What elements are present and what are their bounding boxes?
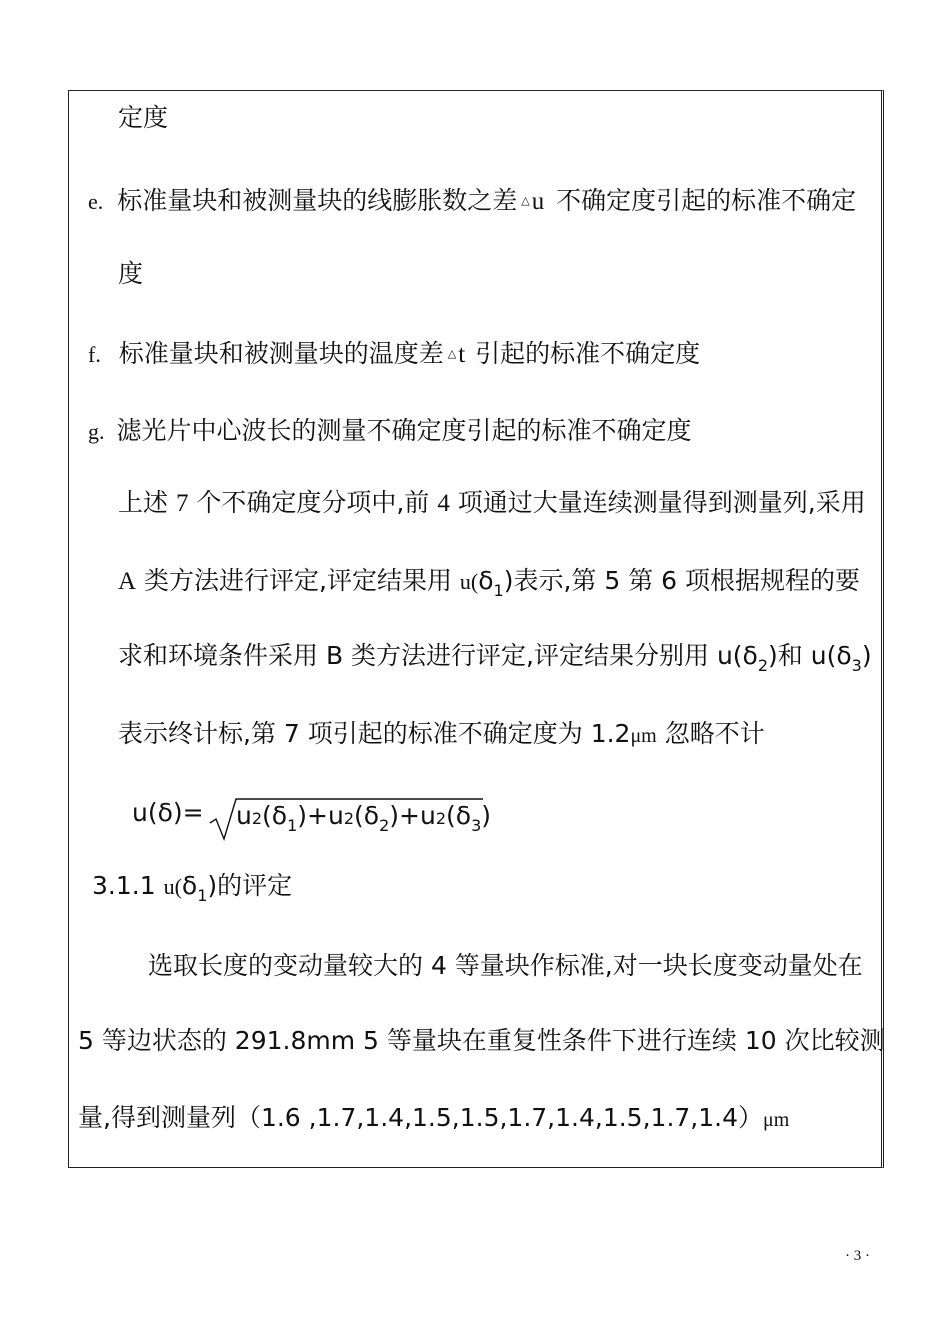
formula-term: u: [236, 801, 252, 830]
item-g-marker: g.: [88, 419, 105, 444]
para1-number: 7: [175, 490, 189, 517]
para1-subscript: 3: [851, 656, 862, 675]
para1-text: 忽略不计: [664, 719, 765, 748]
para1-text: 个不确定度分项中,前: [196, 488, 430, 517]
delta-triangle-icon: △: [447, 347, 457, 360]
para1-text: )和 u(δ: [768, 641, 852, 670]
formula-lhs-text: u(δ)=: [132, 798, 204, 827]
formula-term: ): [481, 801, 492, 830]
item-f-text-2: 引起的标准不确定度: [475, 339, 701, 368]
para2-line2: [78, 1025, 885, 1057]
formula-subscript: 1: [287, 816, 298, 835]
para1-text: ): [861, 641, 872, 670]
item-e-continuation: [118, 258, 143, 290]
para1-delta: δ: [478, 566, 494, 595]
item-e-var: u: [531, 188, 545, 215]
para2-text: 5 等边状态的 291.8mm 5 等量块在重复性条件下进行连续 10 次比较测: [78, 1026, 885, 1055]
para2-text: 选取长度的变动量较大的 4 等量块作标准,对一块长度变动量处在: [148, 951, 863, 980]
formula-lhs: [132, 797, 204, 829]
formula-term: (δ: [262, 801, 288, 830]
para1-line2: [118, 565, 860, 598]
para1-text: 项通过大量连续测量得到测量列,采用: [457, 488, 866, 517]
section-delta: δ: [181, 871, 198, 900]
formula-radicand: [236, 800, 491, 835]
section-u: u(: [163, 874, 182, 899]
formula-subscript: 2: [379, 816, 390, 835]
formula-term: )+u: [389, 801, 436, 830]
para1-text: 上述: [118, 488, 169, 517]
para1-u: u(: [459, 569, 479, 594]
item-e-cont-text: 度: [118, 259, 144, 288]
formula-square: 2: [435, 809, 447, 828]
item-f-text: 标准量块和被测量块的温度差: [118, 339, 444, 368]
section-number: 3.1.1: [92, 871, 156, 900]
item-d-continuation: [118, 102, 168, 134]
item-g-text: 滤光片中心波长的测量不确定度引起的标准不确定度: [116, 416, 692, 445]
para2-text: 量,得到测量列（1.6 ,1.7,1.4,1.5,1.5,1.7,1.4,1.5,1.7,1.4）: [78, 1103, 763, 1132]
unit-um: μm: [763, 1109, 790, 1131]
item-e: [88, 185, 856, 218]
item-e-text-2: 不确定度引起的标准不确定: [556, 186, 857, 215]
unit-um: μm: [630, 725, 657, 747]
item-g: [88, 415, 691, 448]
page-number: · 3 ·: [845, 1248, 870, 1264]
section-subscript: 1: [197, 886, 208, 905]
para2-line3: [78, 1102, 789, 1136]
item-d-text: 定度: [118, 103, 169, 132]
section-title: )的评定: [207, 871, 293, 900]
para2-line1: [148, 950, 863, 982]
formula-square: 2: [251, 809, 263, 828]
formula-term: )+u: [297, 801, 344, 830]
formula-square: 2: [343, 809, 355, 828]
section-heading: [92, 870, 292, 903]
para1-line1: [118, 487, 866, 520]
item-f: [88, 338, 700, 371]
para1-text: 表示终计标,第 7 项引起的标准不确定度为 1.2: [118, 719, 631, 748]
para1-subscript: 1: [493, 581, 504, 600]
item-f-var: t: [458, 341, 466, 368]
item-e-text: 标准量块和被测量块的线膨胀数之差: [117, 186, 518, 215]
para1-subscript: 2: [757, 656, 769, 675]
delta-triangle-icon: △: [521, 194, 530, 207]
page-frame: [68, 90, 884, 1168]
para1-letter: A: [118, 568, 137, 595]
para1-text: )表示,第 5 第 6 项根据规程的要: [503, 566, 861, 595]
para1-text: 类方法进行评定,评定结果用: [144, 566, 452, 595]
item-f-marker: f.: [88, 342, 101, 367]
para1-text: 求和环境条件采用 B 类方法进行评定,评定结果分别用 u(δ: [118, 641, 758, 670]
para1-line4: [118, 718, 765, 752]
item-e-marker: e.: [88, 189, 104, 214]
para1-number: 4: [437, 490, 450, 517]
para1-line3: [118, 640, 872, 675]
formula-term: (δ: [446, 801, 472, 830]
formula-term: (δ: [354, 801, 380, 830]
formula-subscript: 3: [471, 816, 482, 835]
